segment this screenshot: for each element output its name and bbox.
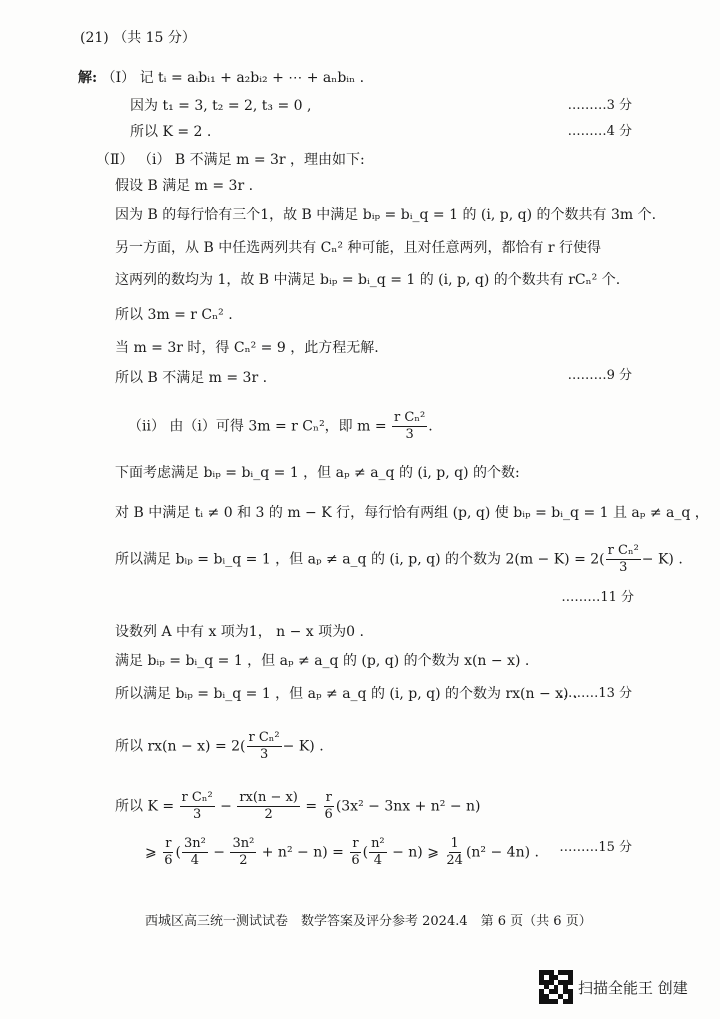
fraction-m-3 (247, 730, 282, 763)
part2-ii-line-3: 对 B 中满足 tᵢ ≠ 0 和 3 的 m − K 行，每行恰有两组 (p, q) 使 bᵢₚ = bᵢ_q = 1 且 aₚ ≠ a_q ， (115, 505, 709, 521)
part2-i-line-4: 这两列的数均为 1，故 B 中满足 bᵢₚ = bᵢ_q = 1 的 (i, p, q) 的个数共有 rCₙ² 个. (115, 272, 621, 288)
part2-ii-line-6: 满足 bᵢₚ = bᵢ_q = 1 ，但 aₚ ≠ a_q 的 (p, q) 的个数为 x(n − x) . (115, 653, 530, 669)
ineq-tail-text: − n) ⩾ (392, 844, 439, 861)
score-13: ………13 分 (559, 686, 632, 701)
fraction-numerator: r Cₙ² (607, 543, 639, 558)
fraction-denominator: 2 (239, 853, 248, 868)
fraction-denominator: 6 (351, 853, 360, 868)
score-15: ………15 分 (559, 840, 632, 855)
fraction-numerator: r Cₙ² (181, 790, 213, 805)
part2-i-line-2: 因为 B 的每行恰有三个1，故 B 中满足 bᵢₚ = bᵢ_q = 1 的 (i, p, q) 的个数共有 3m 个. (115, 207, 657, 223)
fraction-ineq-1 (162, 836, 174, 869)
fraction-numerator: r Cₙ² (394, 410, 426, 425)
fraction-numerator: r (325, 790, 332, 805)
fraction-numerator: r Cₙ² (248, 730, 280, 745)
fraction-ineq-4 (349, 836, 361, 869)
fraction-numerator: n² (371, 836, 385, 851)
score-4: ………4 分 (567, 124, 632, 139)
fraction-denominator: 3 (192, 807, 202, 822)
fraction-ineq-6 (444, 836, 465, 869)
part2-i-line-3: 另一方面，从 B 中任选两列共有 Cₙ² 种可能，且对任意两列，都恰有 r 行使得 (115, 240, 602, 256)
fraction-numerator: r (165, 836, 172, 851)
minus-sign: − (220, 798, 232, 815)
fraction-numerator: 3n² (183, 836, 206, 851)
qr-code-icon (539, 970, 573, 1004)
part2-ii-line-9-end: (3x² − 3nx + n² − n) (335, 798, 481, 815)
score-9: ………9 分 (567, 368, 632, 383)
part2-ii-line-1-text: 由（ⅰ）可得 3m = r Cₙ²，即 m = (169, 418, 387, 435)
part2-i-line-7: 所以 B 不满足 m = 3r . (115, 370, 268, 386)
page-footer: 西城区高三统一测试试卷 数学答案及评分参考 2024.4 第 6 页（共 6 页） (145, 914, 592, 929)
minus-sign: − (213, 844, 225, 861)
fraction-m-2 (606, 543, 641, 576)
part1-label: （Ⅰ） (101, 70, 136, 86)
part1-line-3: 所以 K = 2 . (130, 124, 212, 140)
fraction-denominator: 4 (190, 853, 199, 868)
part2-ii-line-4-end: − K) . (641, 551, 683, 568)
part2-ii-line-9-text: 所以 K = (115, 798, 175, 815)
part2-label: （Ⅱ） (96, 152, 134, 168)
part2-ii-line-2: 下面考虑满足 bᵢₚ = bᵢ_q = 1 ，但 aₚ ≠ a_q 的 (i, p, q) 的个数: (115, 465, 520, 481)
fraction-ineq-5 (369, 836, 387, 869)
part2-ii-line-4 (115, 543, 683, 576)
part2-i-line-5: 所以 3m = r Cₙ² . (115, 307, 233, 323)
fraction-k-3 (323, 790, 335, 823)
part1-line-1 (78, 68, 364, 88)
part2-ii-line-1-end: . (428, 418, 433, 435)
part2-ii-line-10 (145, 836, 539, 869)
open-paren: ( (362, 844, 369, 861)
scanner-watermark: 扫描全能王 创建 (578, 979, 688, 997)
fraction-denominator: 2 (264, 807, 273, 822)
open-paren: ( (175, 844, 181, 861)
part1-line-2: 因为 t₁ = 3, t₂ = 2, t₃ = 0 , (130, 98, 312, 114)
part2-ii-line-9 (115, 790, 481, 823)
part2-i-intro-text: B 不满足 m = 3r ，理由如下: (174, 152, 365, 168)
fraction-denominator: 3 (619, 560, 628, 575)
fraction-denominator: 6 (164, 853, 173, 868)
part2-ii-line-8-text: 所以 rx(n − x) = 2( (115, 738, 246, 755)
part2-i-line-1: 假设 B 满足 m = 3r . (115, 178, 254, 194)
solution-label: 解: (78, 70, 98, 86)
fraction-m (392, 410, 427, 443)
ineq-middle-text: + n² − n) = (261, 844, 344, 861)
fraction-numerator: rx(n − x) (239, 790, 298, 805)
fraction-numerator: 1 (450, 836, 459, 851)
fraction-k-2 (237, 790, 300, 823)
geq-sign: ⩾ (145, 844, 157, 861)
part2-ii-line-1 (128, 410, 433, 443)
part2-ii-line-8 (115, 730, 324, 763)
part2-ii-line-5: 设数列 A 中有 x 项为1， n − x 项为0 . (115, 624, 364, 640)
part2-i-line-6: 当 m = 3r 时，得 Cₙ² = 9 ，此方程无解. (115, 340, 379, 356)
part2-i-label: （ⅰ） (137, 152, 171, 168)
question-number: (21) (80, 30, 109, 46)
fraction-denominator: 3 (259, 747, 269, 762)
fraction-numerator: r (352, 836, 359, 851)
fraction-ineq-3 (230, 836, 256, 869)
score-11: ………11 分 (561, 590, 634, 605)
part2-ii-label: （ⅱ） (128, 418, 165, 435)
fraction-denominator: 3 (405, 427, 414, 442)
part1-text-1: 记 tᵢ = aᵢbᵢ₁ + a₂bᵢ₂ + ⋯ + aₙbᵢₙ . (139, 70, 365, 86)
fraction-denominator: 24 (446, 853, 463, 868)
equals-sign: = (305, 798, 318, 815)
question-points: （共 15 分） (113, 30, 196, 46)
fraction-ineq-2 (182, 836, 208, 869)
fraction-denominator: 6 (324, 807, 333, 822)
part2-ii-line-10-end: (n² − 4n) . (465, 844, 539, 861)
part2-ii-line-8-end: − K) . (282, 738, 324, 755)
fraction-denominator: 4 (373, 853, 382, 868)
part2-ii-line-7: 所以满足 bᵢₚ = bᵢ_q = 1 ，但 aₚ ≠ a_q 的 (i, p, q) 的个数为 rx(n − x) . (115, 686, 578, 702)
part2-ii-line-4-text: 所以满足 bᵢₚ = bᵢ_q = 1 ，但 aₚ ≠ a_q 的 (i, p, q) 的个数为 2(m − K) = 2( (115, 551, 605, 568)
score-3: ………3 分 (567, 98, 632, 113)
part2-i-intro (96, 150, 365, 170)
question-header (80, 28, 196, 48)
fraction-k-1 (180, 790, 215, 823)
fraction-numerator: 3n² (232, 836, 255, 851)
